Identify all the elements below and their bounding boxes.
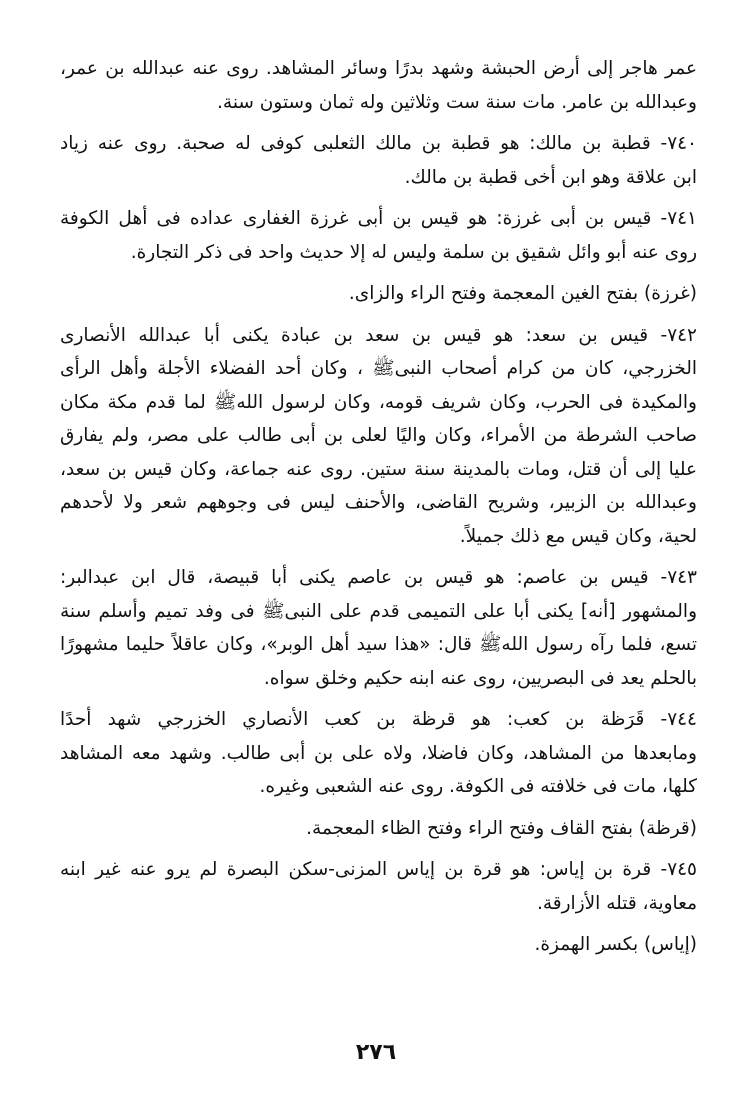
- text-line: وعبدالله بن الزبير، وشريح القاضى، والأحنف ليس فى وجوههم شعر ولا لأحدهم: [60, 492, 697, 513]
- text-line: بالحلم يعد فى البصريين، روى عنه ابنه حكيم وخلق سواه.: [263, 667, 697, 689]
- text-line: والمكيدة فى الحرب، وكان شريف قومه، وكان لرسول اللهﷺ لما قدم مكة مكان: [60, 391, 697, 413]
- entry-741-qays-bin-abi-gharaza: [60, 202, 697, 269]
- page-number: ٢٧٦: [355, 1040, 397, 1065]
- text-line: (إياس) بكسر الهمزة.: [534, 934, 697, 955]
- text-line: وعبدالله بن عامر. مات سنة ست وثلاثين وله ثمان وستون سنة.: [217, 91, 697, 113]
- entry-740-qutba-bin-malik: [60, 127, 697, 194]
- entry-743-qays-bin-asim: [60, 561, 697, 695]
- text-line: صاحب الشرطة من الأمراء، وكان واليًا لعلى بن أبى طالب على مصر، ولم يفارق: [60, 425, 697, 446]
- text-line: ٧٤٤- قَرَظة بن كعب: هو قرظة بن كعب الأنصاري الخزرجي شهد أحدًا: [60, 709, 697, 730]
- note-iyas-spelling: [60, 928, 697, 962]
- text-line: ابن علاقة وهو ابن أخى قطبة بن مالك.: [404, 166, 697, 188]
- entry-742-qays-bin-saad: [60, 319, 697, 554]
- text-line: ٧٤٠- قطبة بن مالك: هو قطبة بن مالك الثعلبى كوفى له صحبة. روى عنه زياد: [60, 133, 697, 154]
- text-line: الخزرجي، كان من كرام أصحاب النبىﷺ ، وكان أحد الفضلاء الأجلة وأهل الرأى: [60, 358, 697, 379]
- text-line: تسع، فلما رآه رسول اللهﷺ قال: «هذا سيد أهل الوبر»، وكان عاقلاً حليما مشهورًا: [60, 634, 697, 655]
- note-qaraza-spelling: [60, 812, 697, 846]
- entry-744-qaraza-bin-kaab: [60, 703, 697, 804]
- text-line: ٧٤١- قيس بن أبى غرزة: هو قيس بن أبى غرزة الغفارى عداده فى أهل الكوفة: [60, 208, 697, 229]
- text-line: ٧٤٥- قرة بن إياس: هو قرة بن إياس المزنى-سكن البصرة لم يرو عنه غير ابنه: [60, 859, 697, 880]
- note-gharaza-spelling: [60, 277, 697, 311]
- entry-745-qurra-bin-iyas: [60, 853, 697, 920]
- text-line: معاوية، قتله الأزارقة.: [536, 892, 697, 914]
- text-line: عليا إلى أن قتل، ومات بالمدينة سنة ستين. روى عنه جماعة، وكان قيس بن سعد،: [60, 458, 697, 480]
- text-line: والمشهور [أنه] يكنى أبا على التميمى قدم على النبىﷺ فى وفد تميم وأسلم سنة: [60, 600, 697, 622]
- text-line: عمر هاجر إلى أرض الحبشة وشهد بدرًا وسائر المشاهد. روى عنه عبدالله بن عمر،: [60, 58, 697, 79]
- text-line: لحية، وكان قيس مع ذلك جميلاً.: [459, 525, 697, 547]
- text-line: ٧٤٢- قيس بن سعد: هو قيس بن سعد بن عبادة يكنى أبا عبدالله الأنصارى: [60, 324, 697, 346]
- text-line: (غرزة) بفتح الغين المعجمة وفتح الراء والزاى.: [348, 283, 697, 304]
- text-line: ٧٤٣- قيس بن عاصم: هو قيس بن عاصم يكنى أبا قبيصة، قال ابن عبدالبر:: [60, 567, 697, 588]
- paragraph-umar-continuation: [60, 52, 697, 119]
- text-line: روى عنه أبو وائل شقيق بن سلمة وليس له إلا حديث واحد فى ذكر التجارة.: [130, 241, 697, 263]
- text-line: كلها، مات فى خلافته فى الكوفة. روى عنه الشعبى وغيره.: [259, 776, 697, 797]
- text-line: ومابعدها من المشاهد، وكان فاضلا، ولاه على بن أبى طالب. وشهد معه المشاهد: [60, 742, 697, 764]
- document-page: [60, 52, 697, 1052]
- text-line: (قرظة) بفتح القاف وفتح الراء وفتح الظاء المعجمة.: [306, 817, 697, 839]
